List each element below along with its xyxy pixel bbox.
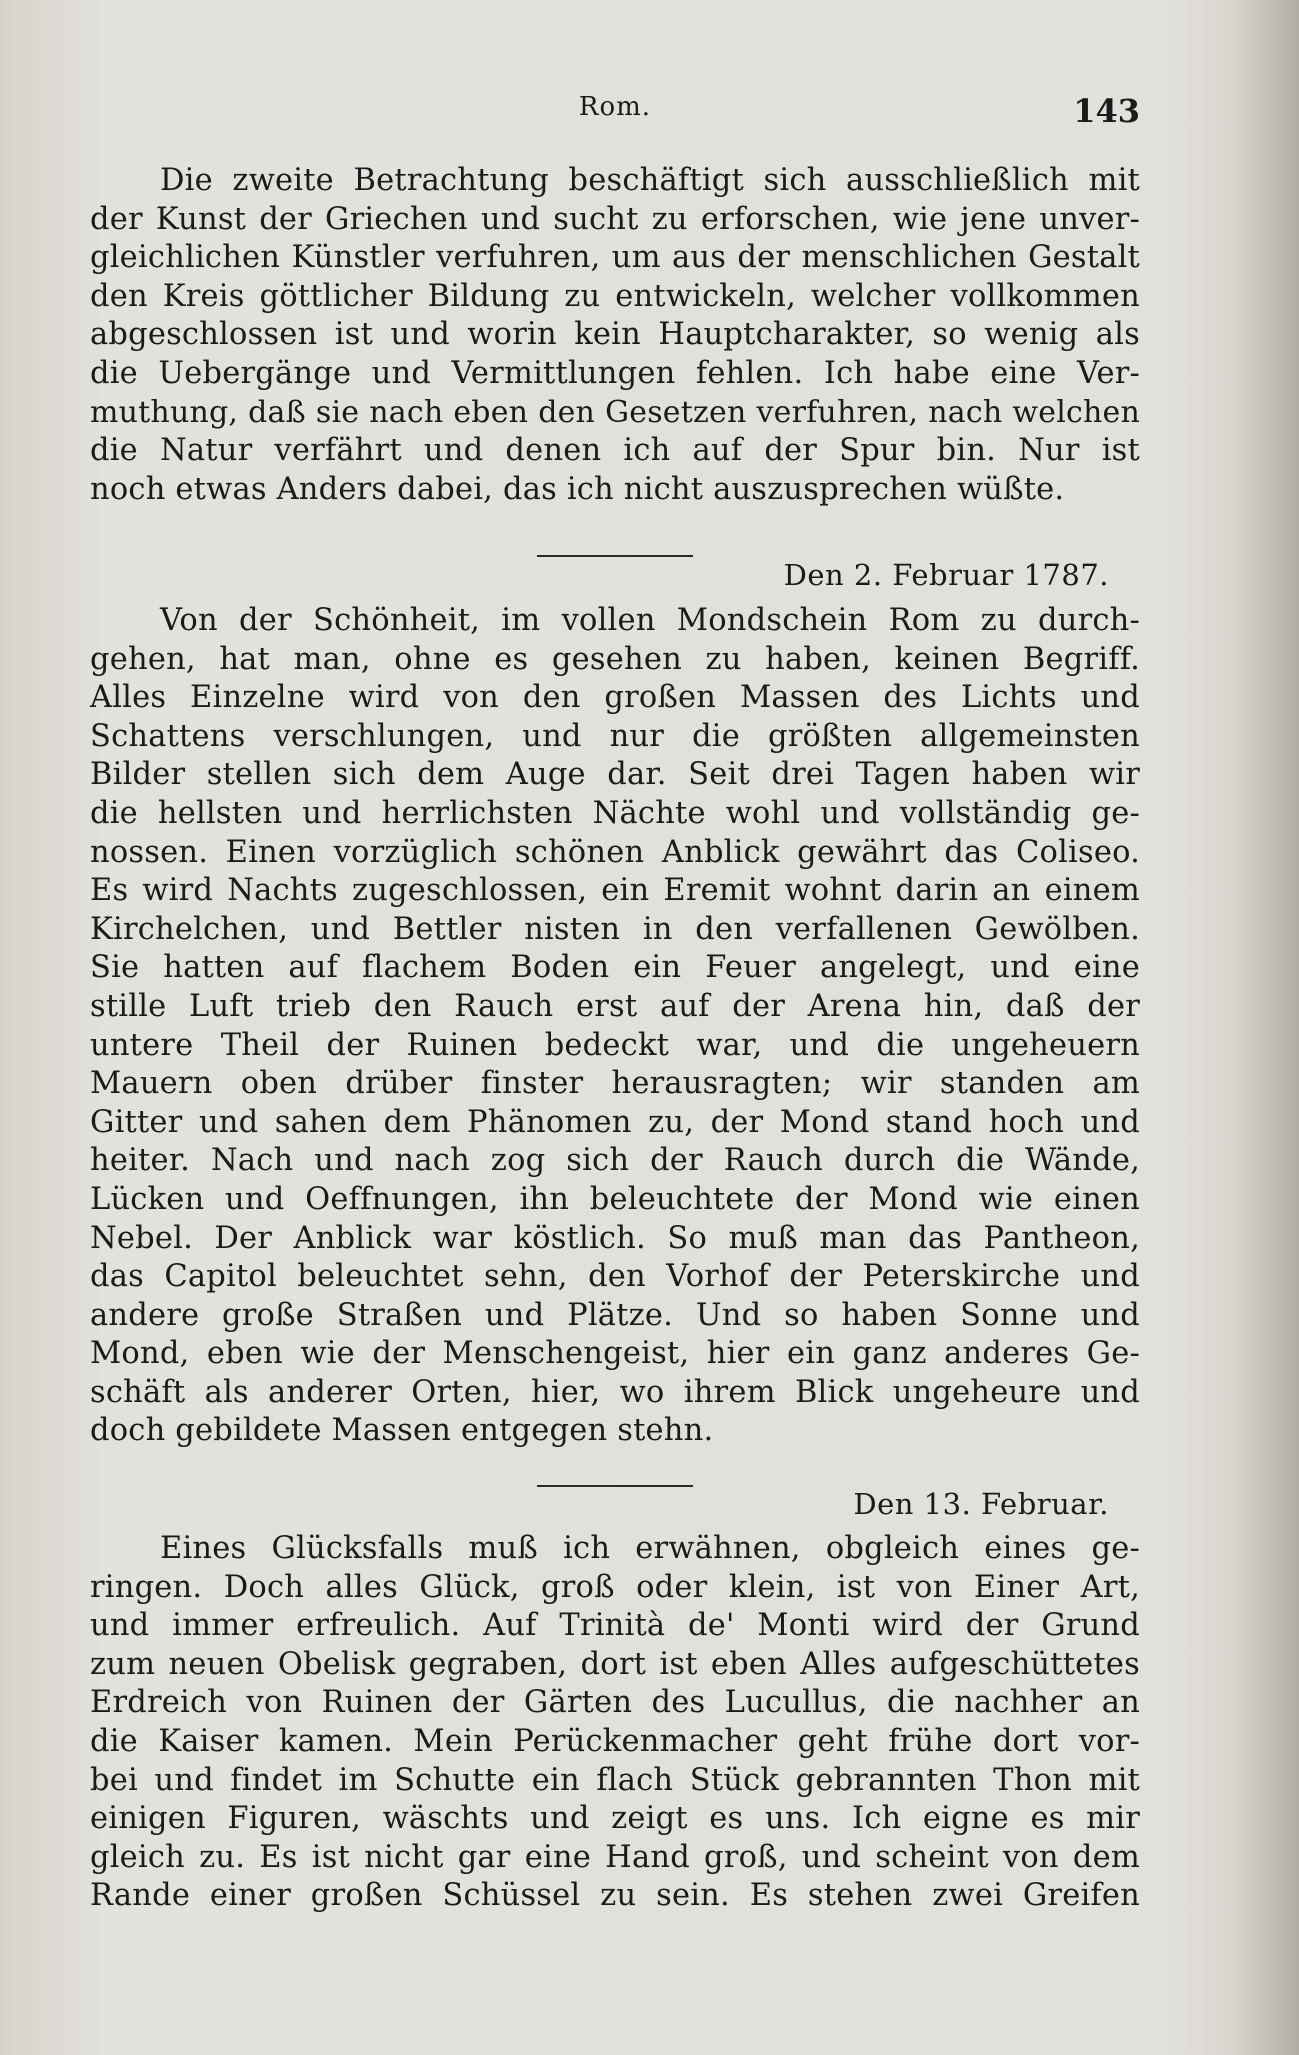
text-line: schäft als anderer Orten, hier, wo ihrem Blick ungeheure und <box>90 1374 1140 1410</box>
dateline-feb-13: Den 13. Februar. <box>853 1487 1109 1521</box>
text-line: Lücken und Oeffnungen, ihn beleuchtete der Mond wie einen <box>90 1181 1140 1217</box>
text-line: gehen, hat man, ohne es gesehen zu haben, keinen Begriff. <box>90 641 1140 677</box>
text-line: Erdreich von Ruinen der Gärten des Lucullus, die nachher an <box>90 1685 1140 1721</box>
section-divider <box>537 555 693 557</box>
page-number: 143 <box>1073 92 1140 130</box>
text-line: noch etwas Anders dabei, das ich nicht auszusprechen wüßte. <box>90 471 1065 507</box>
text-line: Gitter und sahen dem Phänomen zu, der Mond stand hoch und <box>90 1104 1140 1140</box>
paragraph-mondschein <box>90 602 1140 1451</box>
running-head: Rom. <box>578 92 652 122</box>
text-line: gleich zu. Es ist nicht gar eine Hand groß, und scheint von dem <box>90 1839 1140 1875</box>
text-line: abgeschlossen ist und worin kein Hauptcharakter, so wenig als <box>90 317 1140 353</box>
text-line: Rande einer großen Schüssel zu sein. Es stehen zwei Greifen <box>90 1878 1140 1914</box>
text-line: einigen Figuren, wäschts und zeigt es uns. Ich eigne es mir <box>90 1801 1140 1837</box>
text-line: ringen. Doch alles Glück, groß oder klein, ist von Einer Art, <box>90 1569 1140 1605</box>
text-line: Alles Einzelne wird von den großen Massen des Lichts und <box>90 680 1140 716</box>
text-line: den Kreis göttlicher Bildung zu entwickeln, welcher vollkommen <box>90 278 1140 314</box>
text-line: zum neuen Obelisk gegraben, dort ist eben Alles aufgeschüttetes <box>90 1646 1140 1682</box>
text-line: andere große Straßen und Plätze. Und so haben Sonne und <box>90 1297 1140 1333</box>
text-line: heiter. Nach und nach zog sich der Rauch durch die Wände, <box>90 1143 1140 1179</box>
text-line: Kirchelchen, und Bettler nisten in den verfallenen Gewölben. <box>90 911 1140 947</box>
text-line: nossen. Einen vorzüglich schönen Anblick gewährt das Coliseo. <box>90 834 1140 870</box>
text-line: die Kaiser kamen. Mein Perückenmacher geht frühe dort vor- <box>90 1723 1140 1759</box>
text-line: gleichlichen Künstler verfuhren, um aus der menschlichen Gestalt <box>90 240 1140 276</box>
text-line: Sie hatten auf flachem Boden ein Feuer angelegt, und eine <box>90 950 1140 986</box>
text-line: das Capitol beleuchtet sehn, den Vorhof der Peterskirche und <box>90 1259 1140 1295</box>
dateline-feb-2: Den 2. Februar 1787. <box>783 558 1109 592</box>
text-line: der Kunst der Griechen und sucht zu erforschen, wie jene unver- <box>90 201 1140 237</box>
section-divider <box>537 1485 693 1487</box>
text-line: bei und findet im Schutte ein flach Stück gebrannten Thon mit <box>90 1762 1140 1798</box>
text-line: die hellsten und herrlichsten Nächte wohl und vollständig ge- <box>90 795 1140 831</box>
text-line: muthung, daß sie nach eben den Gesetzen verfuhren, nach welchen <box>90 394 1140 430</box>
text-line: Bilder stellen sich dem Auge dar. Seit drei Tagen haben wir <box>90 757 1140 793</box>
text-line: Eines Glücksfalls muß ich erwähnen, obgleich eines ge- <box>160 1531 1140 1566</box>
text-line: stille Luft trieb den Rauch erst auf der Arena hin, daß der <box>90 988 1140 1024</box>
text-line: Es wird Nachts zugeschlossen, ein Eremit wohnt darin an einem <box>90 873 1140 909</box>
text-line: Schattens verschlungen, und nur die größten allgemeinsten <box>90 718 1140 754</box>
text-line: untere Theil der Ruinen bedeckt war, und die ungeheuern <box>90 1027 1140 1063</box>
paragraph-betrachtung <box>90 162 1140 509</box>
text-line: Mauern oben drüber finster herausragten; wir standen am <box>90 1066 1140 1102</box>
text-line: die Uebergänge und Vermittlungen fehlen. Ich habe eine Ver- <box>90 355 1140 391</box>
page-header <box>90 92 1140 132</box>
text-line: die Natur verfährt und denen ich auf der Spur bin. Nur ist <box>90 433 1140 469</box>
text-line: Mond, eben wie der Menschengeist, hier ein ganz anderes Ge- <box>90 1336 1140 1372</box>
text-line: doch gebildete Massen entgegen stehn. <box>90 1413 714 1449</box>
page-gutter-shadow <box>1229 0 1299 2055</box>
text-line: Die zweite Betrachtung beschäftigt sich ausschließlich mit <box>160 163 1140 198</box>
text-line: Von der Schönheit, im vollen Mondschein Rom zu durch- <box>160 603 1140 638</box>
text-line: und immer erfreulich. Auf Trinità de' Monti wird der Grund <box>90 1608 1140 1644</box>
text-line: Nebel. Der Anblick war köstlich. So muß man das Pantheon, <box>90 1220 1140 1256</box>
paragraph-gluecksfall <box>90 1530 1140 1916</box>
